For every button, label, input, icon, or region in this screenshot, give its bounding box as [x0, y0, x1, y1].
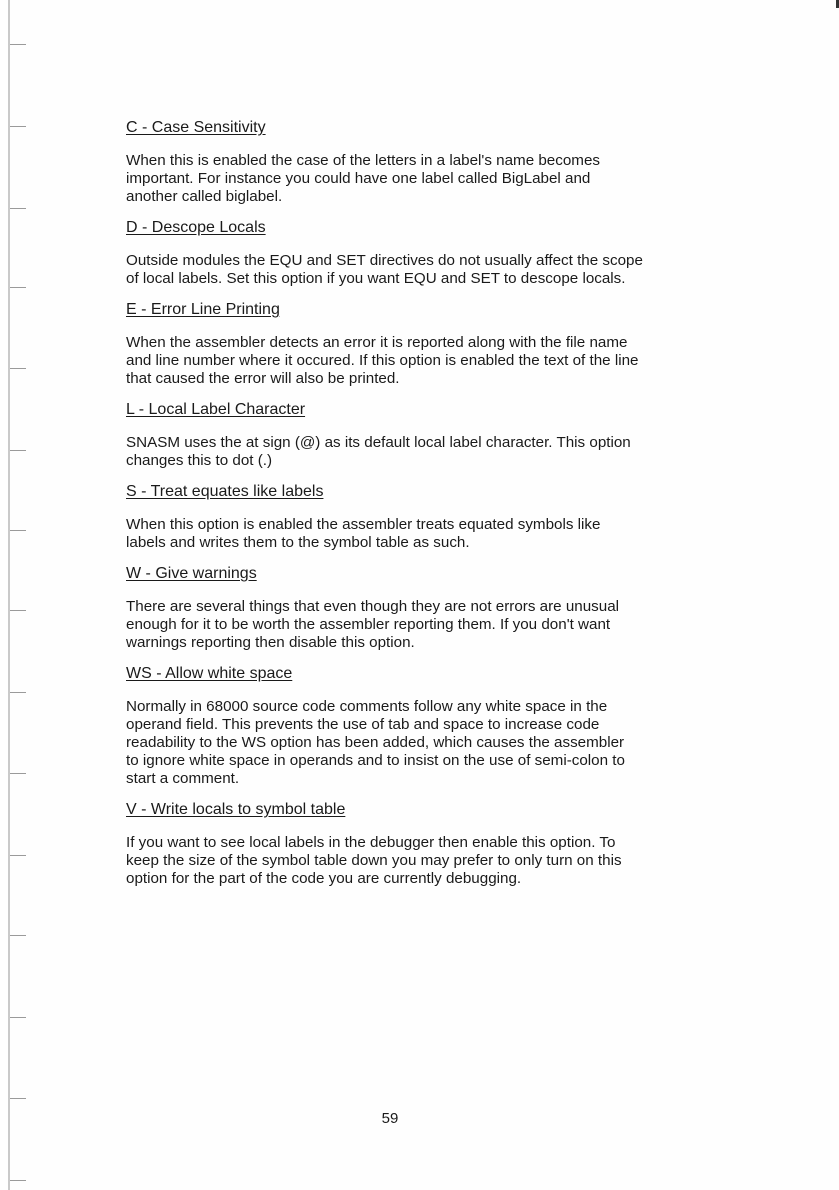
- section-heading: V - Write locals to symbol table: [126, 801, 346, 818]
- section-body: There are several things that even though they are not errors are unusual enough for it to be worth the assembler reporting them. If you don't want warnings reporting then disable this option.: [126, 598, 620, 651]
- section-treat-equates-like-labels: [126, 482, 726, 552]
- binding-margin-tick: [10, 450, 26, 451]
- binding-margin-tick: [10, 287, 26, 288]
- section-error-line-printing: [126, 300, 726, 388]
- section-heading: WS - Allow white space: [126, 665, 293, 682]
- binding-margin-tick: [10, 368, 26, 369]
- section-write-locals-to-symbol-table: [126, 800, 726, 888]
- section-give-warnings: [126, 564, 726, 652]
- section-case-sensitivity: [126, 118, 726, 206]
- binding-margin-tick: [10, 692, 26, 693]
- document-content: [126, 118, 726, 888]
- binding-margin-tick: [10, 208, 26, 209]
- section-body: When the assembler detects an error it is reported along with the file name and line number where it occured. If this option is enabled the text of the line that caused the error will also be printed.: [126, 334, 639, 387]
- binding-margin-tick: [10, 610, 26, 611]
- binding-margin-tick: [10, 855, 26, 856]
- binding-margin-line: [8, 0, 10, 1190]
- section-heading: W - Give warnings: [126, 565, 257, 582]
- section-heading: C - Case Sensitivity: [126, 119, 266, 136]
- section-descope-locals: [126, 218, 726, 288]
- section-heading: L - Local Label Character: [126, 401, 306, 418]
- binding-margin-tick: [10, 1017, 26, 1018]
- page-number: 59: [381, 1110, 399, 1127]
- binding-margin-tick: [10, 935, 26, 936]
- section-body: When this option is enabled the assembler treats equated symbols like labels and writes them to the symbol table as such.: [126, 516, 601, 551]
- binding-margin-tick: [10, 1180, 26, 1181]
- section-body: When this is enabled the case of the letters in a label's name becomes important. For instance you could have one label called BigLabel and another called biglabel.: [126, 152, 600, 205]
- section-body: SNASM uses the at sign (@) as its default local label character. This option changes this to dot (.): [126, 434, 631, 469]
- section-heading: S - Treat equates like labels: [126, 483, 324, 500]
- binding-margin-tick: [10, 44, 26, 45]
- section-heading: E - Error Line Printing: [126, 301, 280, 318]
- binding-margin-tick: [10, 773, 26, 774]
- section-body: If you want to see local labels in the debugger then enable this option. To keep the size of the symbol table down you may prefer to only turn on this option for the part of the code you are currently debugging.: [126, 834, 622, 887]
- binding-margin-tick: [10, 1098, 26, 1099]
- section-body: Normally in 68000 source code comments follow any white space in the operand field. This prevents the use of tab and space to increase code readability to the WS option has been added, which causes the assembler to ignore white space in operands and to insist on the use of semi-colon to start a comment.: [126, 698, 625, 787]
- section-allow-white-space: [126, 664, 726, 788]
- binding-margin-tick: [10, 530, 26, 531]
- section-heading: D - Descope Locals: [126, 219, 266, 236]
- binding-margin-tick: [10, 126, 26, 127]
- section-local-label-character: [126, 400, 726, 470]
- section-body: Outside modules the EQU and SET directives do not usually affect the scope of local labels. Set this option if you want EQU and SET to descope locals.: [126, 252, 643, 287]
